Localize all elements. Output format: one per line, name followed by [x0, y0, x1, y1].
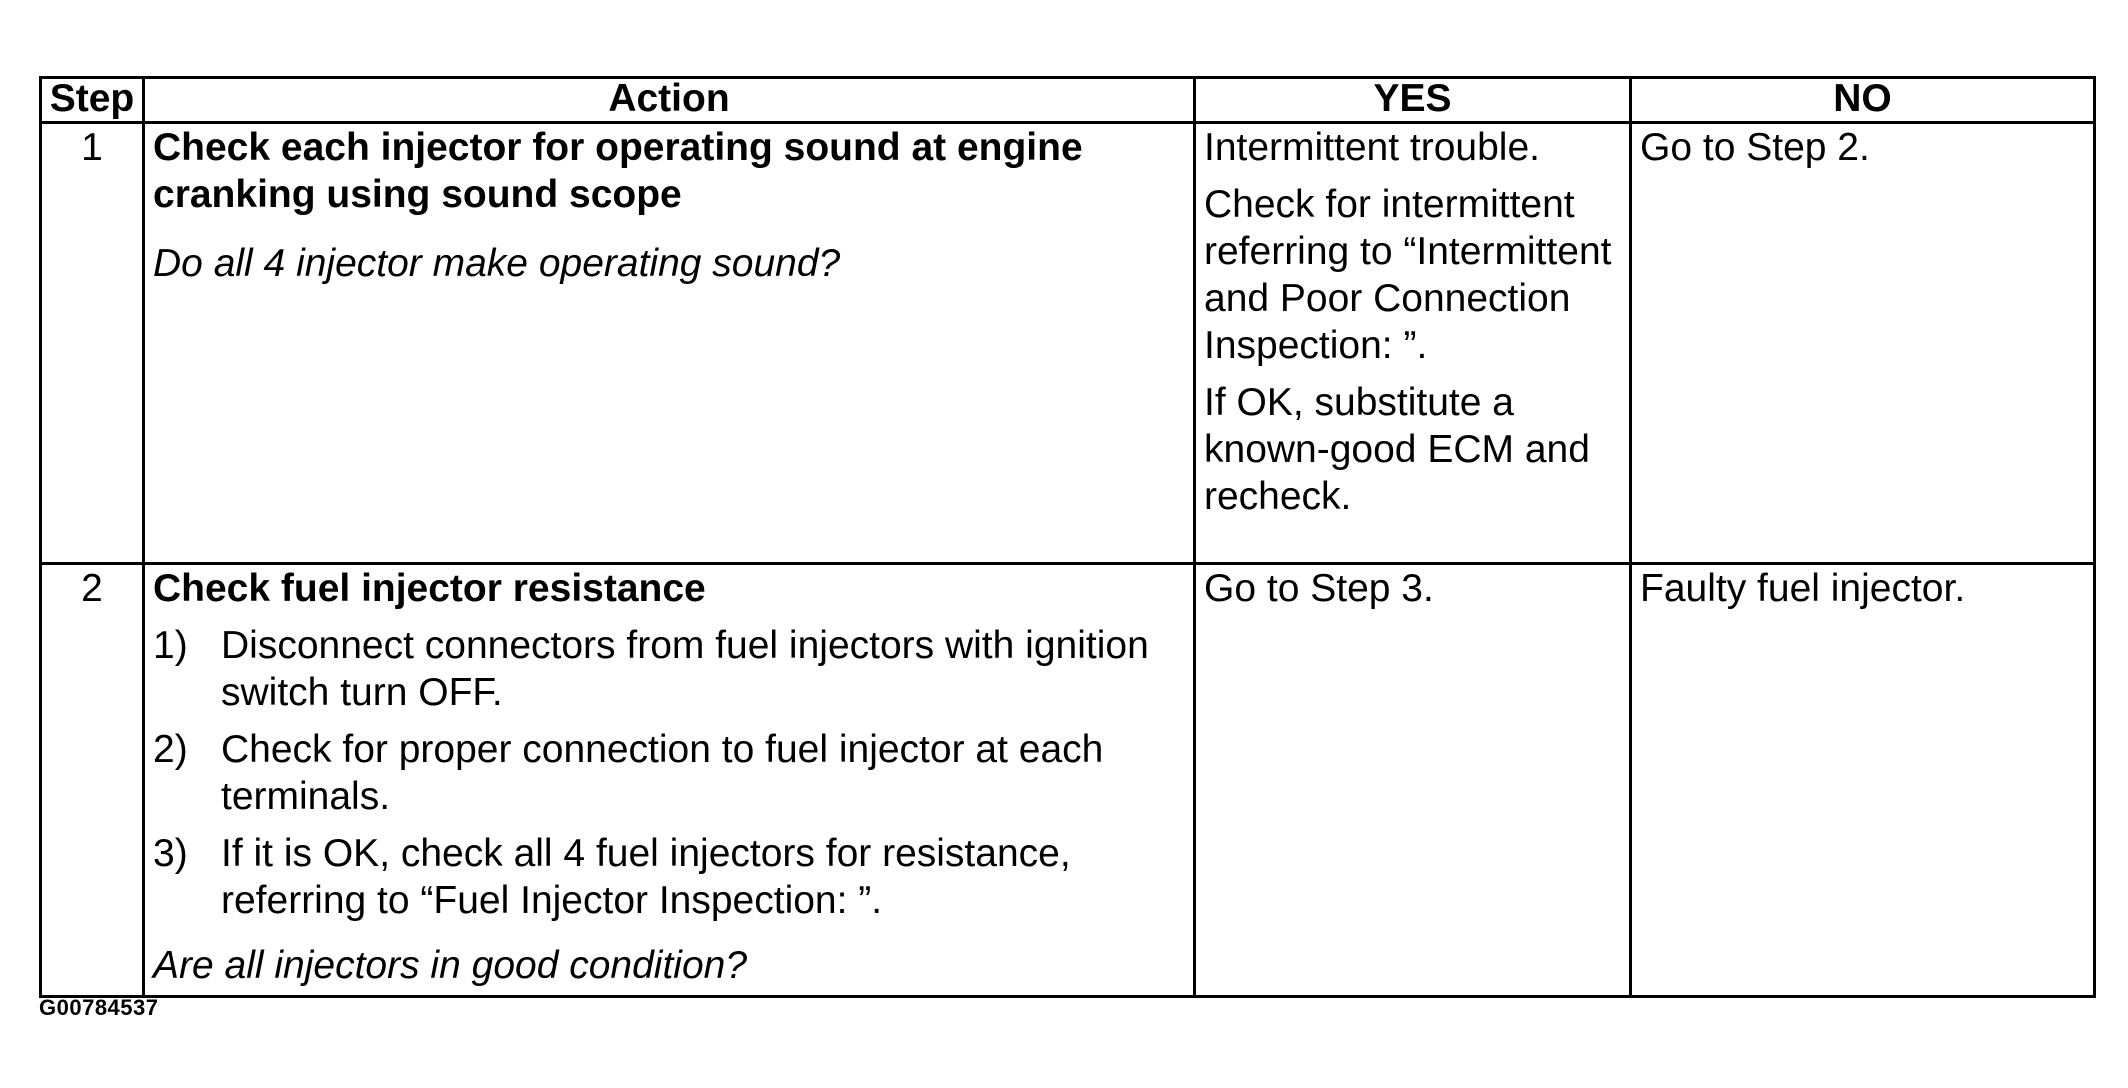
- step-number: 1: [41, 123, 144, 564]
- yes-cell: [1195, 123, 1631, 564]
- yes-text: Go to Step 3.: [1204, 567, 1434, 610]
- yes-text: Check for intermittent referring to “Intermittent and Poor Connection Inspection: ”.: [1204, 183, 1612, 367]
- list-item: [153, 830, 1185, 924]
- action-cell: [144, 564, 1195, 997]
- header-action: Action: [144, 78, 1195, 123]
- list-item-text: If it is OK, check all 4 fuel injectors for resistance, referring to “Fuel Injector Inspection: ”.: [221, 832, 1071, 922]
- yes-text: If OK, substitute a known-good ECM and recheck.: [1204, 381, 1590, 518]
- action-question: Are all injectors in good condition?: [153, 944, 748, 987]
- no-cell: Faulty fuel injector.: [1631, 564, 2095, 997]
- yes-cell: [1195, 564, 1631, 997]
- header-no: NO: [1631, 78, 2095, 123]
- no-cell: Go to Step 2.: [1631, 123, 2095, 564]
- yes-text: Intermittent trouble.: [1204, 126, 1540, 169]
- table-row: [41, 123, 2095, 564]
- action-cell: [144, 123, 1195, 564]
- list-item-number: 2): [153, 728, 188, 771]
- list-item-number: 1): [153, 624, 188, 667]
- action-heading: Check fuel injector resistance: [153, 567, 706, 610]
- table-row: [41, 564, 2095, 997]
- list-item-text: Disconnect connectors from fuel injectors with ignition switch turn OFF.: [221, 624, 1149, 714]
- action-heading: Check each injector for operating sound at engine cranking using sound scope: [153, 126, 1083, 216]
- header-yes: YES: [1195, 78, 1631, 123]
- step-number: 2: [41, 564, 144, 997]
- list-item-number: 3): [153, 832, 188, 875]
- action-question: Do all 4 injector make operating sound?: [153, 242, 841, 285]
- diagnostic-table: [39, 76, 2096, 998]
- list-item-text: Check for proper connection to fuel injector at each terminals.: [221, 728, 1104, 818]
- list-item: [153, 726, 1185, 820]
- table-header-row: [41, 78, 2095, 123]
- action-steps-list: [153, 622, 1185, 924]
- list-item: [153, 622, 1185, 716]
- figure-id: G00784537: [39, 995, 159, 1020]
- header-step: Step: [41, 78, 144, 123]
